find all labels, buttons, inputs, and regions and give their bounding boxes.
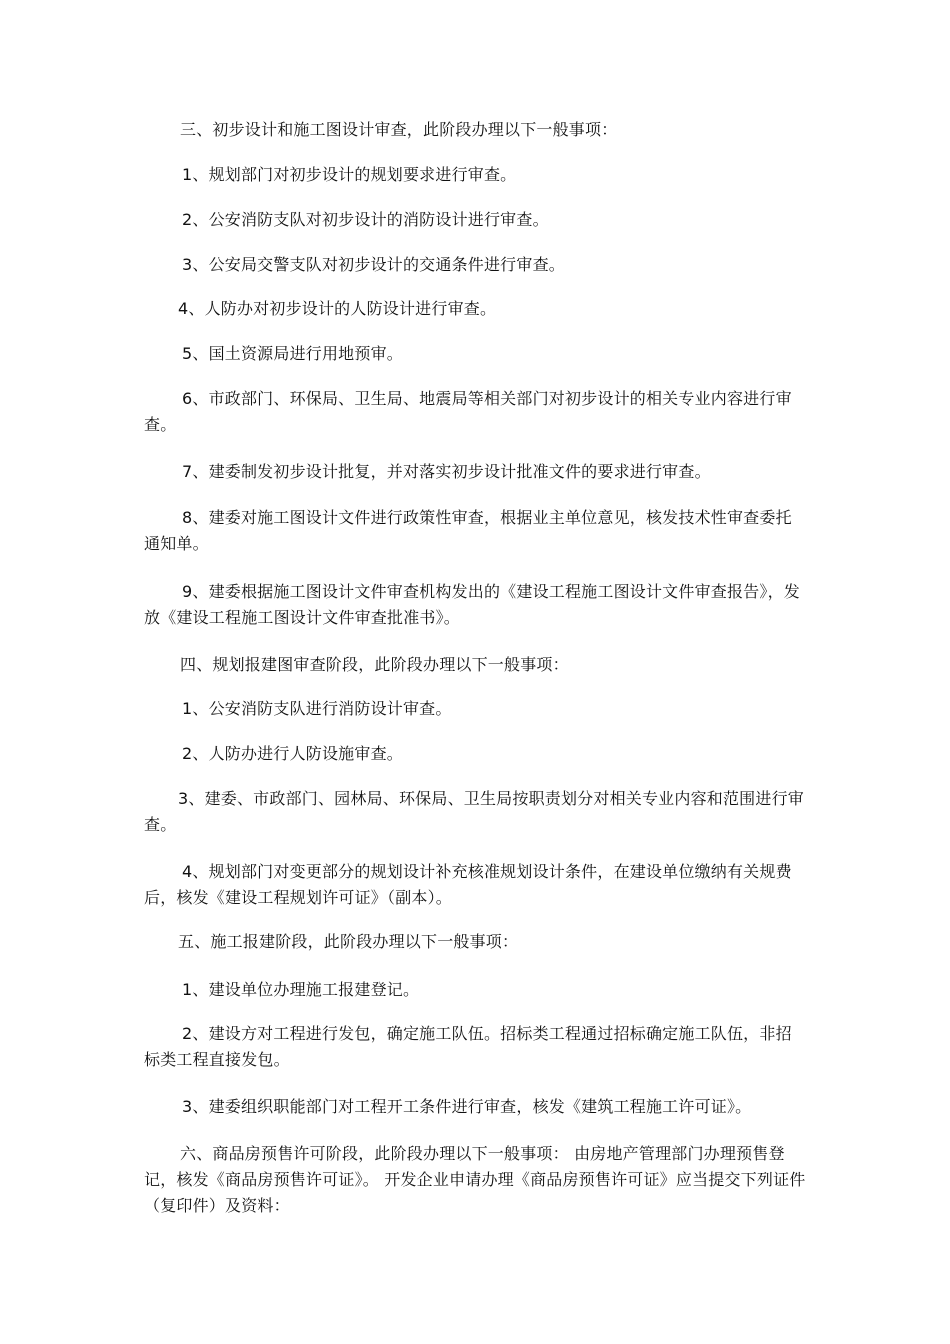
section-3-item-2: 2、公安消防支队对初步设计的消防设计进行审查。 [182, 210, 549, 229]
section-5-item-1: 1、建设单位办理施工报建登记。 [182, 980, 420, 999]
section-3-item-1: 1、规划部门对初步设计的规划要求进行审查。 [182, 165, 517, 184]
section-4-heading: 四、规划报建图审查阶段，此阶段办理以下一般事项： [180, 655, 569, 674]
section-3-item-6: 6、市政部门、环保局、卫生局、地震局等相关部门对初步设计的相关专业内容进行审查。 [144, 389, 792, 434]
section-3-item-7: 7、建委制发初步设计批复，并对落实初步设计批准文件的要求进行审查。 [182, 462, 711, 481]
section-3-item-3: 3、公安局交警支队对初步设计的交通条件进行审查。 [182, 255, 565, 274]
section-3-item-8: 8、建委对施工图设计文件进行政策性审查，根据业主单位意见，核发技术性审查委托通知单。 [144, 508, 792, 553]
section-4-item-2: 2、人防办进行人防设施审查。 [182, 744, 403, 763]
section-5-item-3: 3、建委组织职能部门对工程开工条件进行审查，核发《建筑工程施工许可证》。 [182, 1097, 752, 1116]
section-3-item-5: 5、国土资源局进行用地预审。 [182, 344, 403, 363]
section-3-item-4: 4、人防办对初步设计的人防设计进行审查。 [178, 299, 497, 318]
section-3-heading: 三、初步设计和施工图设计审查，此阶段办理以下一般事项： [180, 120, 618, 139]
section-5-heading: 五、施工报建阶段，此阶段办理以下一般事项： [178, 932, 519, 951]
section-4-item-4: 4、规划部门对变更部分的规划设计补充核准规划设计条件，在建设单位缴纳有关规费后，核发《建设工程规划许可证》（副本）。 [144, 862, 792, 907]
section-6-heading: 六、商品房预售许可阶段，此阶段办理以下一般事项： 由房地产管理部门办理预售登记，核发《商品房预售许可证》。 开发企业申请办理《商品房预售许可证》应当提交下列证件（复印件）及资料： [144, 1144, 806, 1215]
section-3-item-9: 9、建委根据施工图设计文件审查机构发出的《建设工程施工图设计文件审查报告》，发放《建设工程施工图设计文件审查批准书》。 [144, 582, 800, 627]
section-4-item-3: 3、建委、市政部门、园林局、环保局、卫生局按职责划分对相关专业内容和范围进行审查。 [144, 789, 804, 834]
section-5-item-2: 2、建设方对工程进行发包，确定施工队伍。招标类工程通过招标确定施工队伍，非招标类工程直接发包。 [144, 1024, 792, 1069]
section-4-item-1: 1、公安消防支队进行消防设计审查。 [182, 699, 452, 718]
